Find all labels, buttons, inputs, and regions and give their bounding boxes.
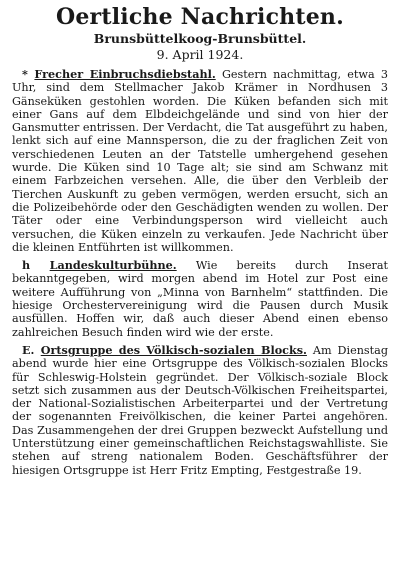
date-line: 9. April 1924. bbox=[156, 47, 244, 62]
article-theft bbox=[12, 68, 388, 254]
article-theater bbox=[12, 259, 388, 339]
article-body: Gestern nachmittag, etwa 3 Uhr, sind dem Stellmacher Jakob Krämer in Nordhusen 3 Gänseküken gestohlen worden. Die Küken befanden sich mit einer Gans auf dem Elbdeichgelände und sind von hier der Gansmutter entrissen. Der Verdacht, die Tat ausgeführt zu haben, lenkt sich auf eine Mannsperson, die zu der fraglichen Zeit von verschiedenen Leuten an der Tatstelle umhergehend gesehen wurde. Die Küken sind 10 Tage alt; sie sind am Schwanz mit einem Farbzeichen versehen. Alle, die über den Verbleib der Tierchen Auskunft zu geben vermögen, werden ersucht, sich an die Polizeibehörde oder den Geschädigten wenden zu wollen. Der Täter oder eine Verbindungsperson wird vielleicht auch versuchen, die Küken einzeln zu verkaufen. Jede Nachricht über die kleinen Entführten ist willkommen. bbox=[12, 68, 388, 254]
article-headline: Landeskulturbühne. bbox=[49, 258, 177, 273]
location-line: Brunsbüttelkoog-Brunsbüttel. bbox=[93, 31, 307, 46]
article-prefix: * bbox=[22, 67, 35, 81]
article-prefix: E. bbox=[22, 342, 41, 357]
article-body: Am Dienstag abend wurde hier eine Ortsgruppe des Völkisch-sozialen Blocks für Schleswig-Holstein gegründet. Der Völkisch-soziale Block setzt sich zusammen aus der Deutsch-Völkischen Freiheitspartei, der National-Sozialistischen Arbeiterpartei und der Vertretung der sogenannten Freivölkischen, die keiner Partei angehören. Das Zusammengehen der drei Gruppen bezweckt Aufstellung und Unterstützung einer gemeinschaftlichen Reichstagswahlliste. Sie stehen auf streng nationalem Boden. Geschäftsführer der hiesigen Ortsgruppe ist Herr Fritz Empting, Festgestraße 19. bbox=[12, 343, 388, 477]
section-title: Oertliche Nachrichten. bbox=[56, 4, 344, 30]
article-prefix: h bbox=[22, 258, 50, 273]
article-headline: Ortsgruppe des Völkisch-sozialen Blocks. bbox=[40, 342, 307, 357]
article-headline: Frecher Einbruchsdiebstahl. bbox=[34, 67, 216, 81]
article-political-group bbox=[12, 344, 388, 477]
article-body: Wie bereits durch Inserat bekanntgegeben, wird morgen abend im Hotel zur Post eine weitere Aufführung von „Minna von Barnhelm“ stattfinden. Die hiesige Orchestervereinigung wird die Pausen durch Musik ausfüllen. Hoffen wir, daß auch dieser Abend einen ebenso zahlreichen Besuch finden wird wie der erste. bbox=[12, 259, 389, 339]
